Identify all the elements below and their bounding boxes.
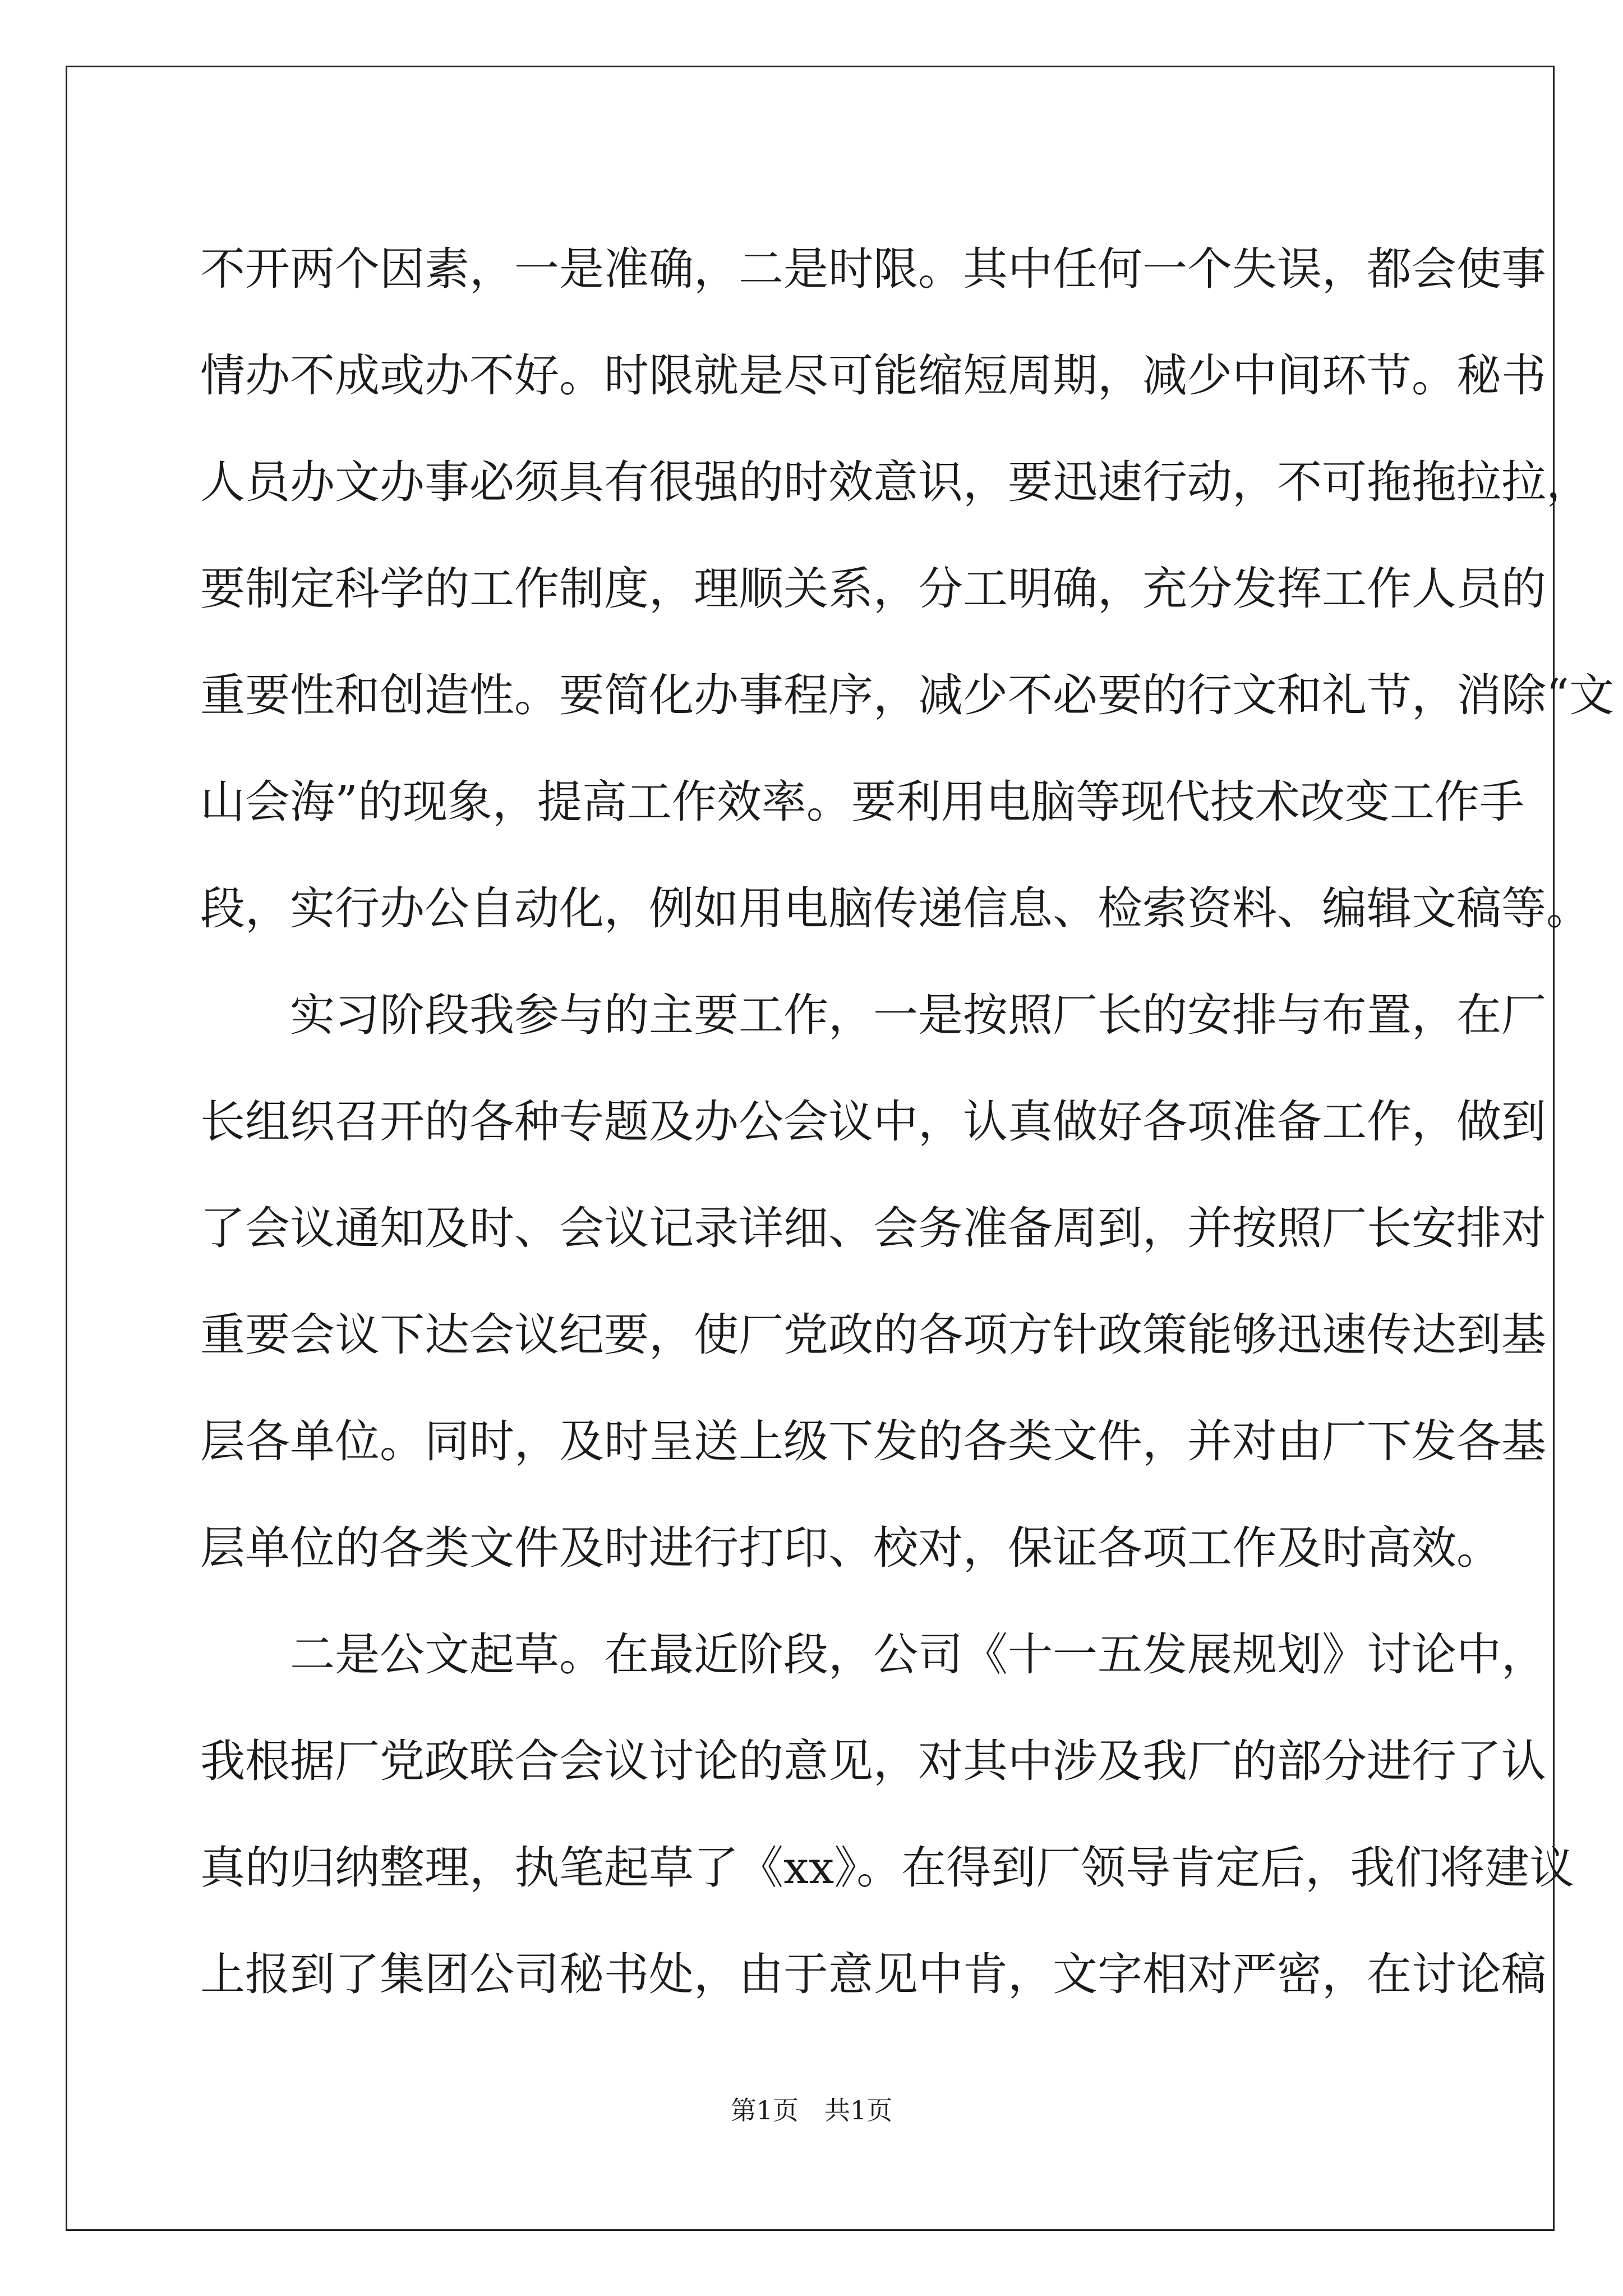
text-line: 层单位的各类文件及时进行打印、校对，保证各项工作及时高效。 (200, 1522, 1501, 1574)
text-line: 情办不成或办不好。时限就是尽可能缩短周期，减少中间环节。秘书 (200, 349, 1546, 402)
page-number-label: 第1页 共1页 (730, 2095, 893, 2125)
text-line: 实习阶段我参与的主要工作，一是按照厂长的安排与布置，在厂 (290, 989, 1546, 1041)
text-line: 二是公文起草。在最近阶段，公司《十一五发展规划》讨论中， (290, 1628, 1546, 1681)
text-line: 了会议通知及时、会议记录详细、会务准备周到，并按照厂长安排对 (200, 1202, 1546, 1254)
text-line: 重要会议下达会议纪要，使厂党政的各项方针政策能够迅速传达到基 (200, 1309, 1546, 1361)
text-line: 人员办文办事必须具有很强的时效意识，要迅速行动，不可拖拖拉拉， (200, 456, 1591, 508)
text-line: 上报到了集团公司秘书处，由于意见中肯，文字相对严密，在讨论稿 (200, 1948, 1546, 2000)
text-line: 重要性和创造性。要简化办事程序，减少不必要的行文和礼节，消除“文 (200, 669, 1614, 721)
text-line: 长组织召开的各种专题及办公会议中，认真做好各项准备工作，做到 (200, 1096, 1546, 1148)
text-line: 真的归纳整理，执笔起草了《xx》。在得到厂领导肯定后，我们将建议 (200, 1842, 1575, 1894)
text-line: 山会海”的现象，提高工作效率。要利用电脑等现代技术改变工作手 (200, 776, 1524, 828)
text-line: 要制定科学的工作制度，理顺关系，分工明确，充分发挥工作人员的 (200, 563, 1546, 615)
text-line: 段，实行办公自动化，例如用电脑传递信息、检索资料、编辑文稿等。 (200, 882, 1591, 935)
text-line: 层各单位。同时，及时呈送上级下发的各类文件，并对由厂下发各基 (200, 1415, 1546, 1467)
text-line: 不开两个因素，一是准确，二是时限。其中任何一个失误，都会使事 (200, 243, 1546, 295)
text-line: 我根据厂党政联合会议讨论的意见，对其中涉及我厂的部分进行了认 (200, 1735, 1546, 1787)
document-body (200, 216, 1614, 2028)
page-footer (0, 2093, 1623, 2127)
